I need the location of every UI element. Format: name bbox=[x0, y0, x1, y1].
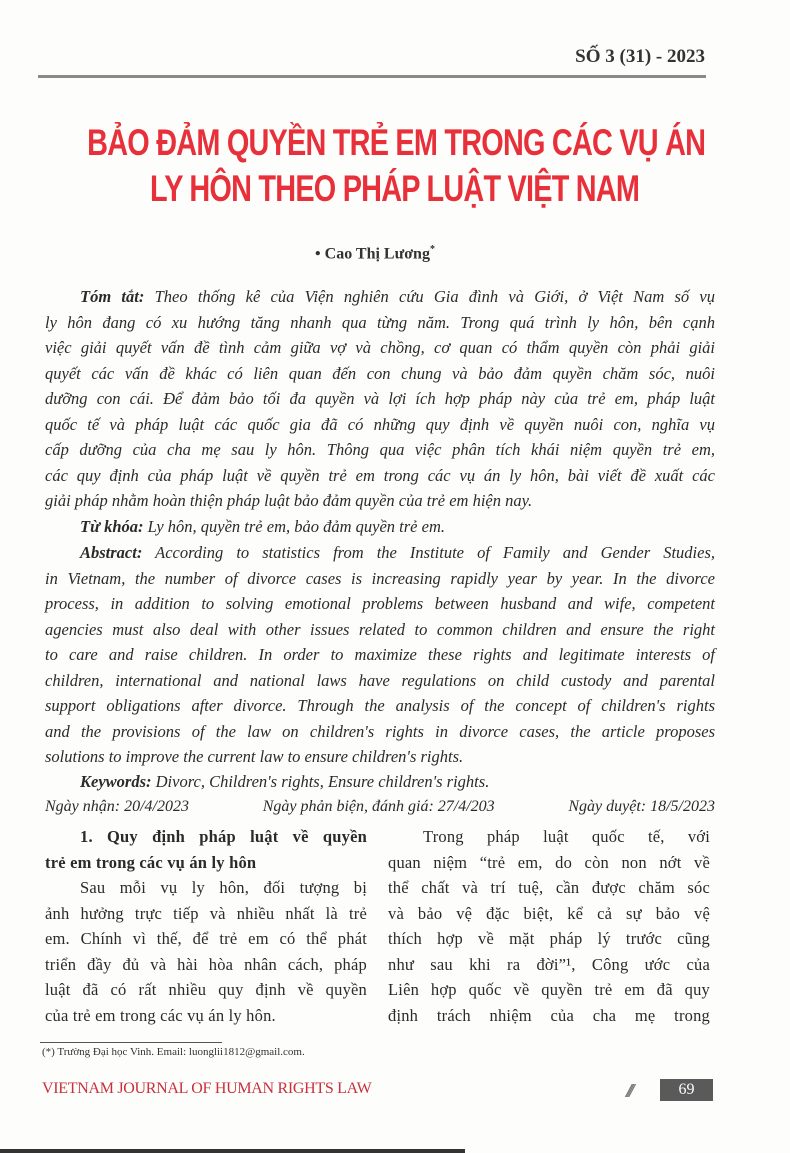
abstract-line: in Vietnam, the number of divorce cases is increasing rapidly year by year. In the divorce bbox=[45, 568, 715, 588]
body-column-left bbox=[45, 824, 367, 1028]
keywords-line bbox=[45, 769, 715, 795]
keywords-label: Keywords: bbox=[80, 772, 152, 791]
section-heading: 1. Quy định pháp luật về quyền bbox=[80, 827, 367, 846]
abstract-vietnamese bbox=[45, 284, 715, 514]
header-rule bbox=[38, 75, 706, 78]
abstract-label: Tóm tắt: bbox=[80, 287, 145, 306]
abstract-text: Theo thống kê của Viện nghiên cứu Gia đình và Giới, ở Việt Nam số vụ bbox=[144, 287, 715, 306]
date-received: Ngày nhận: 20/4/2023 bbox=[45, 798, 189, 815]
abstract-line: dưỡng con cái. Để đảm bảo tối đa quyền và lợi ích hợp pháp này của trẻ em, pháp luật bbox=[45, 389, 715, 408]
abstract-line: process, in addition to solving emotional problems between husband and wife, competent bbox=[45, 594, 715, 613]
body-line: thích hợp về mặt pháp lý trước cũng bbox=[388, 929, 710, 948]
abstract-label: Abstract: bbox=[80, 543, 143, 562]
slashes-decoration: /// bbox=[626, 1080, 631, 1102]
keywords-label: Từ khóa: bbox=[80, 517, 144, 536]
abstract-line: quốc tế và pháp luật các quốc gia đã có những quy định về quyền nuôi con, nghĩa vụ bbox=[45, 414, 715, 434]
author-name: • Cao Thị Lương bbox=[315, 245, 430, 263]
body-line: em. Chính vì thế, để trẻ em có thể phát bbox=[45, 929, 367, 948]
abstract-english bbox=[45, 540, 715, 770]
issue-number: SỐ 3 (31) - 2023 bbox=[575, 46, 705, 67]
title-text: LY HÔN THEO PHÁP LUẬT VIỆT NAM bbox=[150, 168, 640, 209]
abstract-line: giải pháp nhằm hoàn thiện pháp luật bảo đảm quyền của trẻ em hiện nay. bbox=[45, 491, 533, 510]
abstract-line: việc giải quyết vấn đề tình cảm giữa vợ và chồng, cơ quan có thẩm quyền còn phải giải bbox=[45, 338, 715, 357]
abstract-line bbox=[45, 540, 715, 566]
date-approved: Ngày duyệt: 18/5/2023 bbox=[568, 798, 715, 815]
abstract-line: and the provisions of the law on children's rights in divorce cases, the article proposes bbox=[45, 721, 715, 741]
abstract-line: các quy định của pháp luật về quyền trẻ em trong các vụ án ly hôn, bài viết đề xuất các bbox=[45, 465, 715, 485]
keywords-text: Ly hôn, quyền trẻ em, bảo đảm quyền trẻ em. bbox=[143, 517, 445, 536]
abstract-text: According to statistics from the Institute of Family and Gender Studies, bbox=[142, 543, 715, 562]
article-title-line-1 bbox=[0, 122, 790, 164]
keywords-english bbox=[45, 769, 715, 795]
author bbox=[0, 244, 750, 263]
abstract-line bbox=[45, 284, 715, 310]
keywords-text: Divorc, Children's rights, Ensure children's rights. bbox=[151, 772, 490, 791]
article-title-line-2 bbox=[0, 168, 790, 210]
abstract-line: ly hôn đang có xu hướng tăng nhanh qua từng năm. Trong quá trình ly hôn, bên cạnh bbox=[45, 312, 715, 332]
body-column-right bbox=[388, 824, 710, 1028]
body-line: định trách nhiệm của cha mẹ trong bbox=[388, 1005, 710, 1025]
abstract-line: children, international and national laws have regulations on child custody and parental bbox=[45, 670, 715, 690]
journal-name: VIETNAM JOURNAL OF HUMAN RIGHTS LAW bbox=[42, 1080, 372, 1097]
footnote-rule bbox=[40, 1042, 222, 1043]
abstract-line: cấp dưỡng của cha mẹ sau ly hôn. Thông qua việc phân tích khái niệm quyền trẻ em, bbox=[45, 440, 715, 459]
body-line: như sau khi ra đời”¹, Công ước của bbox=[388, 954, 710, 974]
body-line: luật đã có rất nhiều quy định về quyền bbox=[45, 980, 367, 999]
section-heading: trẻ em trong các vụ án ly hôn bbox=[45, 852, 257, 872]
body-line: Liên hợp quốc về quyền trẻ em đã quy bbox=[388, 980, 710, 999]
bottom-edge-bar bbox=[0, 1149, 465, 1153]
keywords-vietnamese bbox=[45, 514, 715, 540]
body-line: quan niệm “trẻ em, do còn non nớt về bbox=[388, 852, 710, 872]
body-line: và bảo vệ đặc biệt, kể cả sự bảo vệ bbox=[388, 903, 710, 923]
page-number: 69 bbox=[660, 1079, 713, 1101]
body-line: thể chất và trí tuệ, cần được chăm sóc bbox=[388, 878, 710, 897]
abstract-line: support obligations after divorce. Through the analysis of the concept of children's rights bbox=[45, 696, 715, 715]
abstract-line: agencies must also deal with other issues related to common children and ensure the right bbox=[45, 619, 715, 639]
body-line: Trong pháp luật quốc tế, với bbox=[423, 827, 710, 846]
date-reviewed: Ngày phản biện, đánh giá: 27/4/203 bbox=[262, 798, 495, 815]
title-text: BẢO ĐẢM QUYỀN TRẺ EM TRONG CÁC VỤ ÁN bbox=[87, 122, 706, 163]
abstract-line: solutions to improve the current law to ensure children's rights. bbox=[45, 747, 464, 766]
body-line: Sau mỗi vụ ly hôn, đối tượng bị bbox=[80, 878, 367, 897]
body-line: ảnh hưởng trực tiếp và nhiều nhất là trẻ bbox=[45, 903, 367, 923]
body-line: triển đầy đủ và hài hòa nhân cách, pháp bbox=[45, 954, 367, 974]
footnote: (*) Trường Đại học Vinh. Email: luonglii1812@gmail.com. bbox=[42, 1046, 305, 1058]
body-line: của trẻ em trong các vụ án ly hôn. bbox=[45, 1005, 276, 1025]
abstract-line: to care and raise children. In order to maximize these rights and legitimate interests of bbox=[45, 645, 715, 664]
article-dates bbox=[45, 798, 715, 816]
abstract-line: quyết các vấn đề khác có liên quan đến con chung và bảo đảm quyền chăm sóc, nuôi bbox=[45, 363, 715, 383]
keywords-line bbox=[45, 514, 715, 540]
footnote-mark: * bbox=[429, 244, 435, 255]
